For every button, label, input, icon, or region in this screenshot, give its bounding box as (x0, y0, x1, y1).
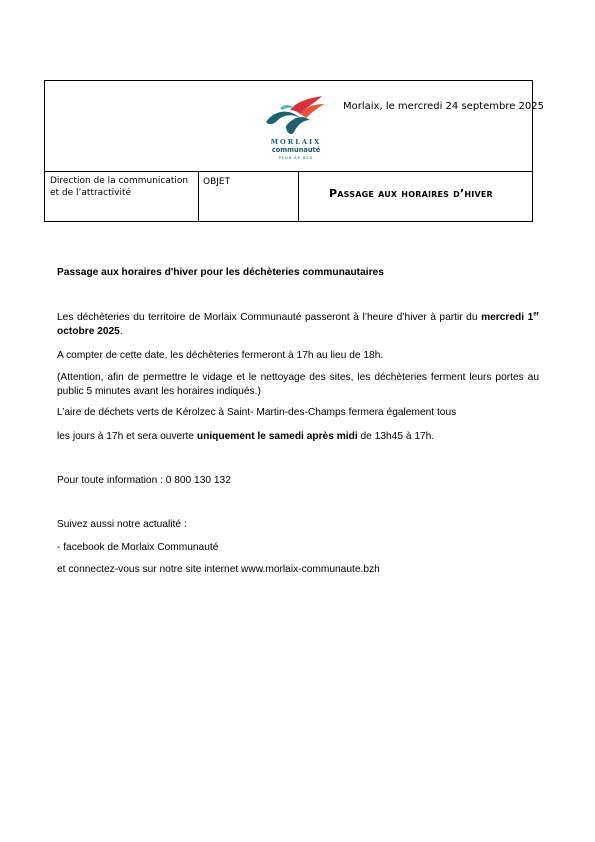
follow-us: Suivez aussi notre actualité : (57, 519, 187, 530)
paragraph-closing-time: A compter de cette date, les déchèteries fermeront à 17h au lieu de 18h. (57, 350, 384, 361)
object-label: OBJET (199, 171, 299, 222)
logo-tagline: PENN AR BED (278, 156, 314, 160)
object-title: Passage aux horaires d’hiver (329, 187, 493, 200)
paragraph-start-date (57, 311, 539, 339)
letter-heading: Passage aux horaires d'hiver pour les déchèteries communautaires (57, 267, 384, 278)
paragraph-green-waste: L’aire de déchets verts de Kérolzec à Saint- Martin-des-Champs fermera également tous (57, 407, 457, 418)
header-top-row (45, 81, 545, 172)
letter-header (44, 80, 545, 222)
letter-date: Morlaix, le mercredi 24 septembre 2025 (343, 101, 545, 112)
website-line: et connectez-vous sur notre site internet www.morlaix-communaute.bzh (57, 564, 380, 575)
paragraph-attention: (Attention, afin de permettre le vidage et le nettoyage des sites, les déchèteries ferment leurs portes au public 5 minutes avant les horaires indiqués.) (57, 372, 539, 397)
p1-start: Les déchèteries du territoire de Morlaix Communauté passeront à l’heure d’hiver à partir du (57, 312, 482, 323)
p5-start: les jours à 17h et sera ouverte (57, 431, 197, 442)
p1-end: . (119, 326, 123, 337)
paragraph-green-waste-hours (57, 430, 539, 444)
p1-bold2: octobre 2025 (57, 326, 120, 337)
bird-mark-icon (264, 96, 328, 138)
logo-word: MORLAIX (270, 138, 322, 146)
p5-end: de 13h45 à 17h. (357, 431, 435, 442)
logo-sub: communauté (271, 146, 321, 154)
morlaix-communaute-logo (264, 96, 328, 166)
facebook-line: - facebook de Morlaix Communauté (57, 542, 219, 553)
p1-sup: er (533, 311, 539, 318)
department-cell: Direction de la communication et de l’attractivité (45, 171, 199, 222)
p5-bold: uniquement le samedi après midi (196, 431, 358, 442)
contact-info: Pour toute information : 0 800 130 132 (57, 475, 231, 486)
p1-bold: mercredi 1 (481, 312, 534, 323)
